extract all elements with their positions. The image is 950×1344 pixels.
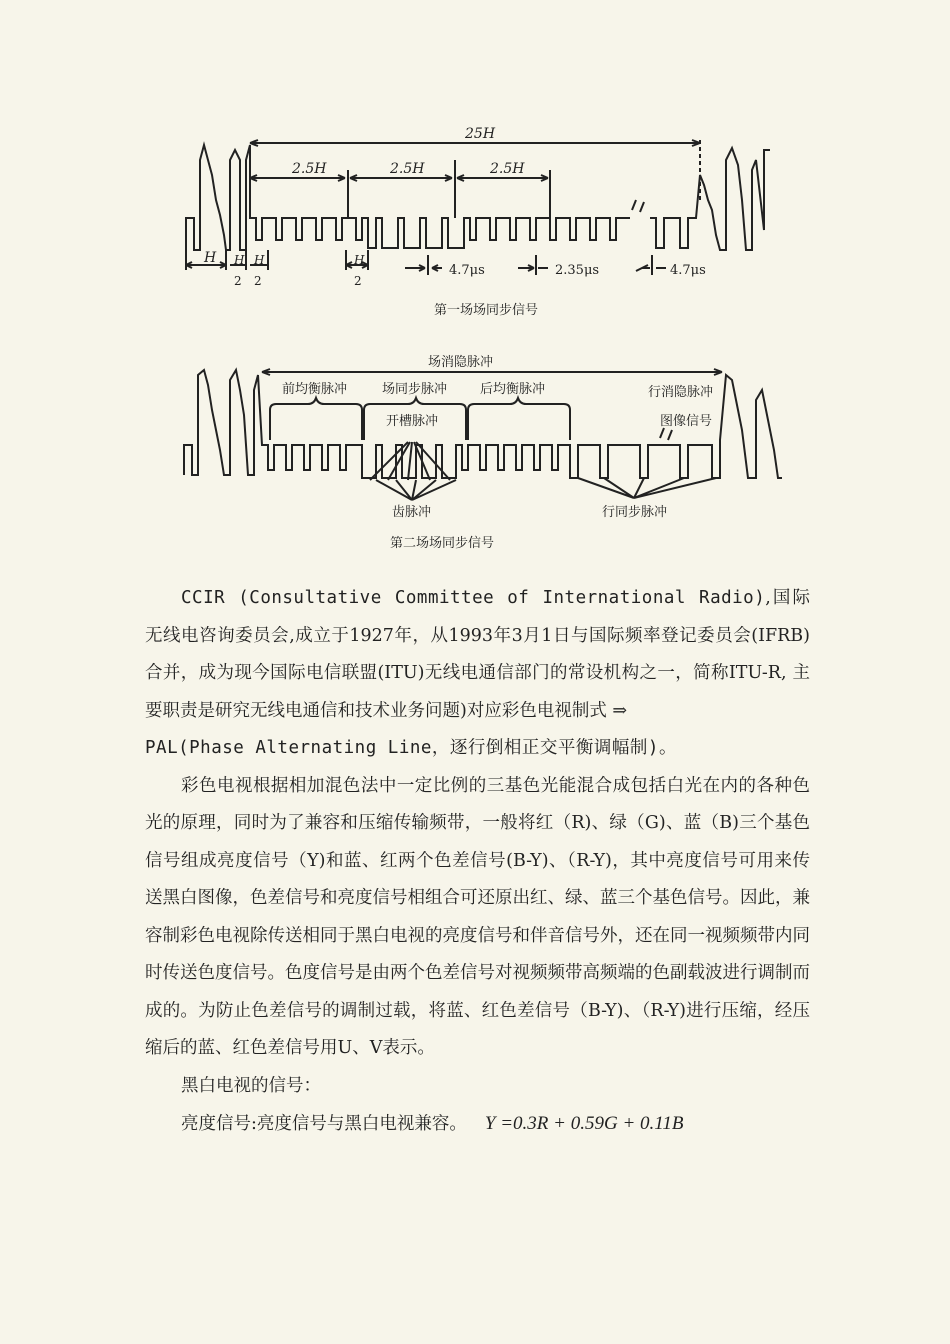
label-2-5H-b: 2.5H — [390, 161, 425, 177]
label-H2-b-num: H — [254, 253, 265, 267]
figure2-caption: 第二场场同步信号 — [390, 536, 495, 551]
label-line-sync: 行同步脉冲 — [602, 505, 668, 520]
luminance-text: 亮度信号:亮度信号与黑白电视兼容。 — [181, 1114, 467, 1134]
label-H2-c-den: 2 — [354, 274, 362, 288]
figure1-caption: 第一场场同步信号 — [434, 303, 539, 318]
label-H2-c-num: H — [354, 253, 365, 267]
ccir-description: ,国际无线电咨询委员会,成立于1927年，从1993年3月1日与国际频率登记委员会(IFRB)合并，成为现今国际电信联盟(ITU)无线电通信部门的常设机构之一，简称ITU-R, 主要职责是研究无线电通信和技术业务问题)对应彩色电视制式 ⇒ — [145, 588, 810, 721]
sync-signal-diagram — [0, 0, 950, 560]
figure-area — [0, 0, 950, 560]
label-H2-b-den: 2 — [254, 274, 262, 288]
label-slot-pulse: 开槽脉冲 — [386, 414, 439, 429]
label-25H: 25H — [465, 126, 496, 142]
label-2-5H-c: 2.5H — [490, 161, 525, 177]
paragraph-color-tv: 彩色电视根据相加混色法中一定比例的三基色光能混合成包括白光在内的各种色光的原理，同时为了兼容和压缩传输频带，一般将红（R)、绿（G)、蓝（B)三个基色信号组成亮度信号（Y)和蓝、红两个色差信号(B-Y)、（R-Y)，其中亮度信号可用来传送黑白图像，色差信号和亮度信号相组合可还原出红、绿、蓝三个基色信号。因此，兼容制彩色电视除传送相同于黑白电视的亮度信号和伴音信号外，还在同一视频频带内同时传送色度信号。色度信号是由两个色差信号对视频频带高频端的色副载波进行调制而成的。为防止色差信号的调制过载，将蓝、红色差信号（B-Y)、（R-Y)进行压缩，经压缩后的蓝、红色差信号用U、V表示。 — [145, 775, 810, 1058]
field1-waveform-tail — [650, 148, 770, 250]
label-2-35us: 2.35μs — [555, 263, 600, 278]
label-H2-a-num: H — [234, 253, 245, 267]
label-4-7us-b: 4.7μs — [670, 263, 706, 278]
label-field-blanking: 场消隐脉冲 — [428, 355, 494, 370]
label-field-sync: 场同步脉冲 — [382, 382, 448, 397]
label-H: H — [204, 250, 217, 266]
label-serration-pulse: 齿脉冲 — [392, 505, 432, 520]
label-line-blanking: 行消隐脉冲 — [648, 385, 714, 400]
break-mark — [632, 200, 644, 212]
ccir-name: CCIR (Consultative Committee of International Radio) — [181, 588, 766, 608]
label-4-7us-a: 4.7μs — [449, 263, 485, 278]
paragraph-ccir — [145, 580, 810, 730]
label-2-5H-a: 2.5H — [292, 161, 327, 177]
label-H2-a-den: 2 — [234, 274, 242, 288]
pal-line: PAL(Phase Alternating Line，逐行倒相正交平衡调幅制)。 — [145, 738, 677, 758]
paragraph-luminance — [145, 1105, 810, 1144]
body-text — [145, 580, 810, 1144]
label-pre-equalizing: 前均衡脉冲 — [282, 382, 348, 397]
label-image-signal: 图像信号 — [660, 414, 713, 429]
paragraph-bw-signal: 黑白电视的信号： — [181, 1075, 321, 1096]
label-post-equalizing: 后均衡脉冲 — [480, 382, 546, 397]
luminance-formula: Y =0.3R + 0.59G + 0.11B — [484, 1113, 684, 1134]
